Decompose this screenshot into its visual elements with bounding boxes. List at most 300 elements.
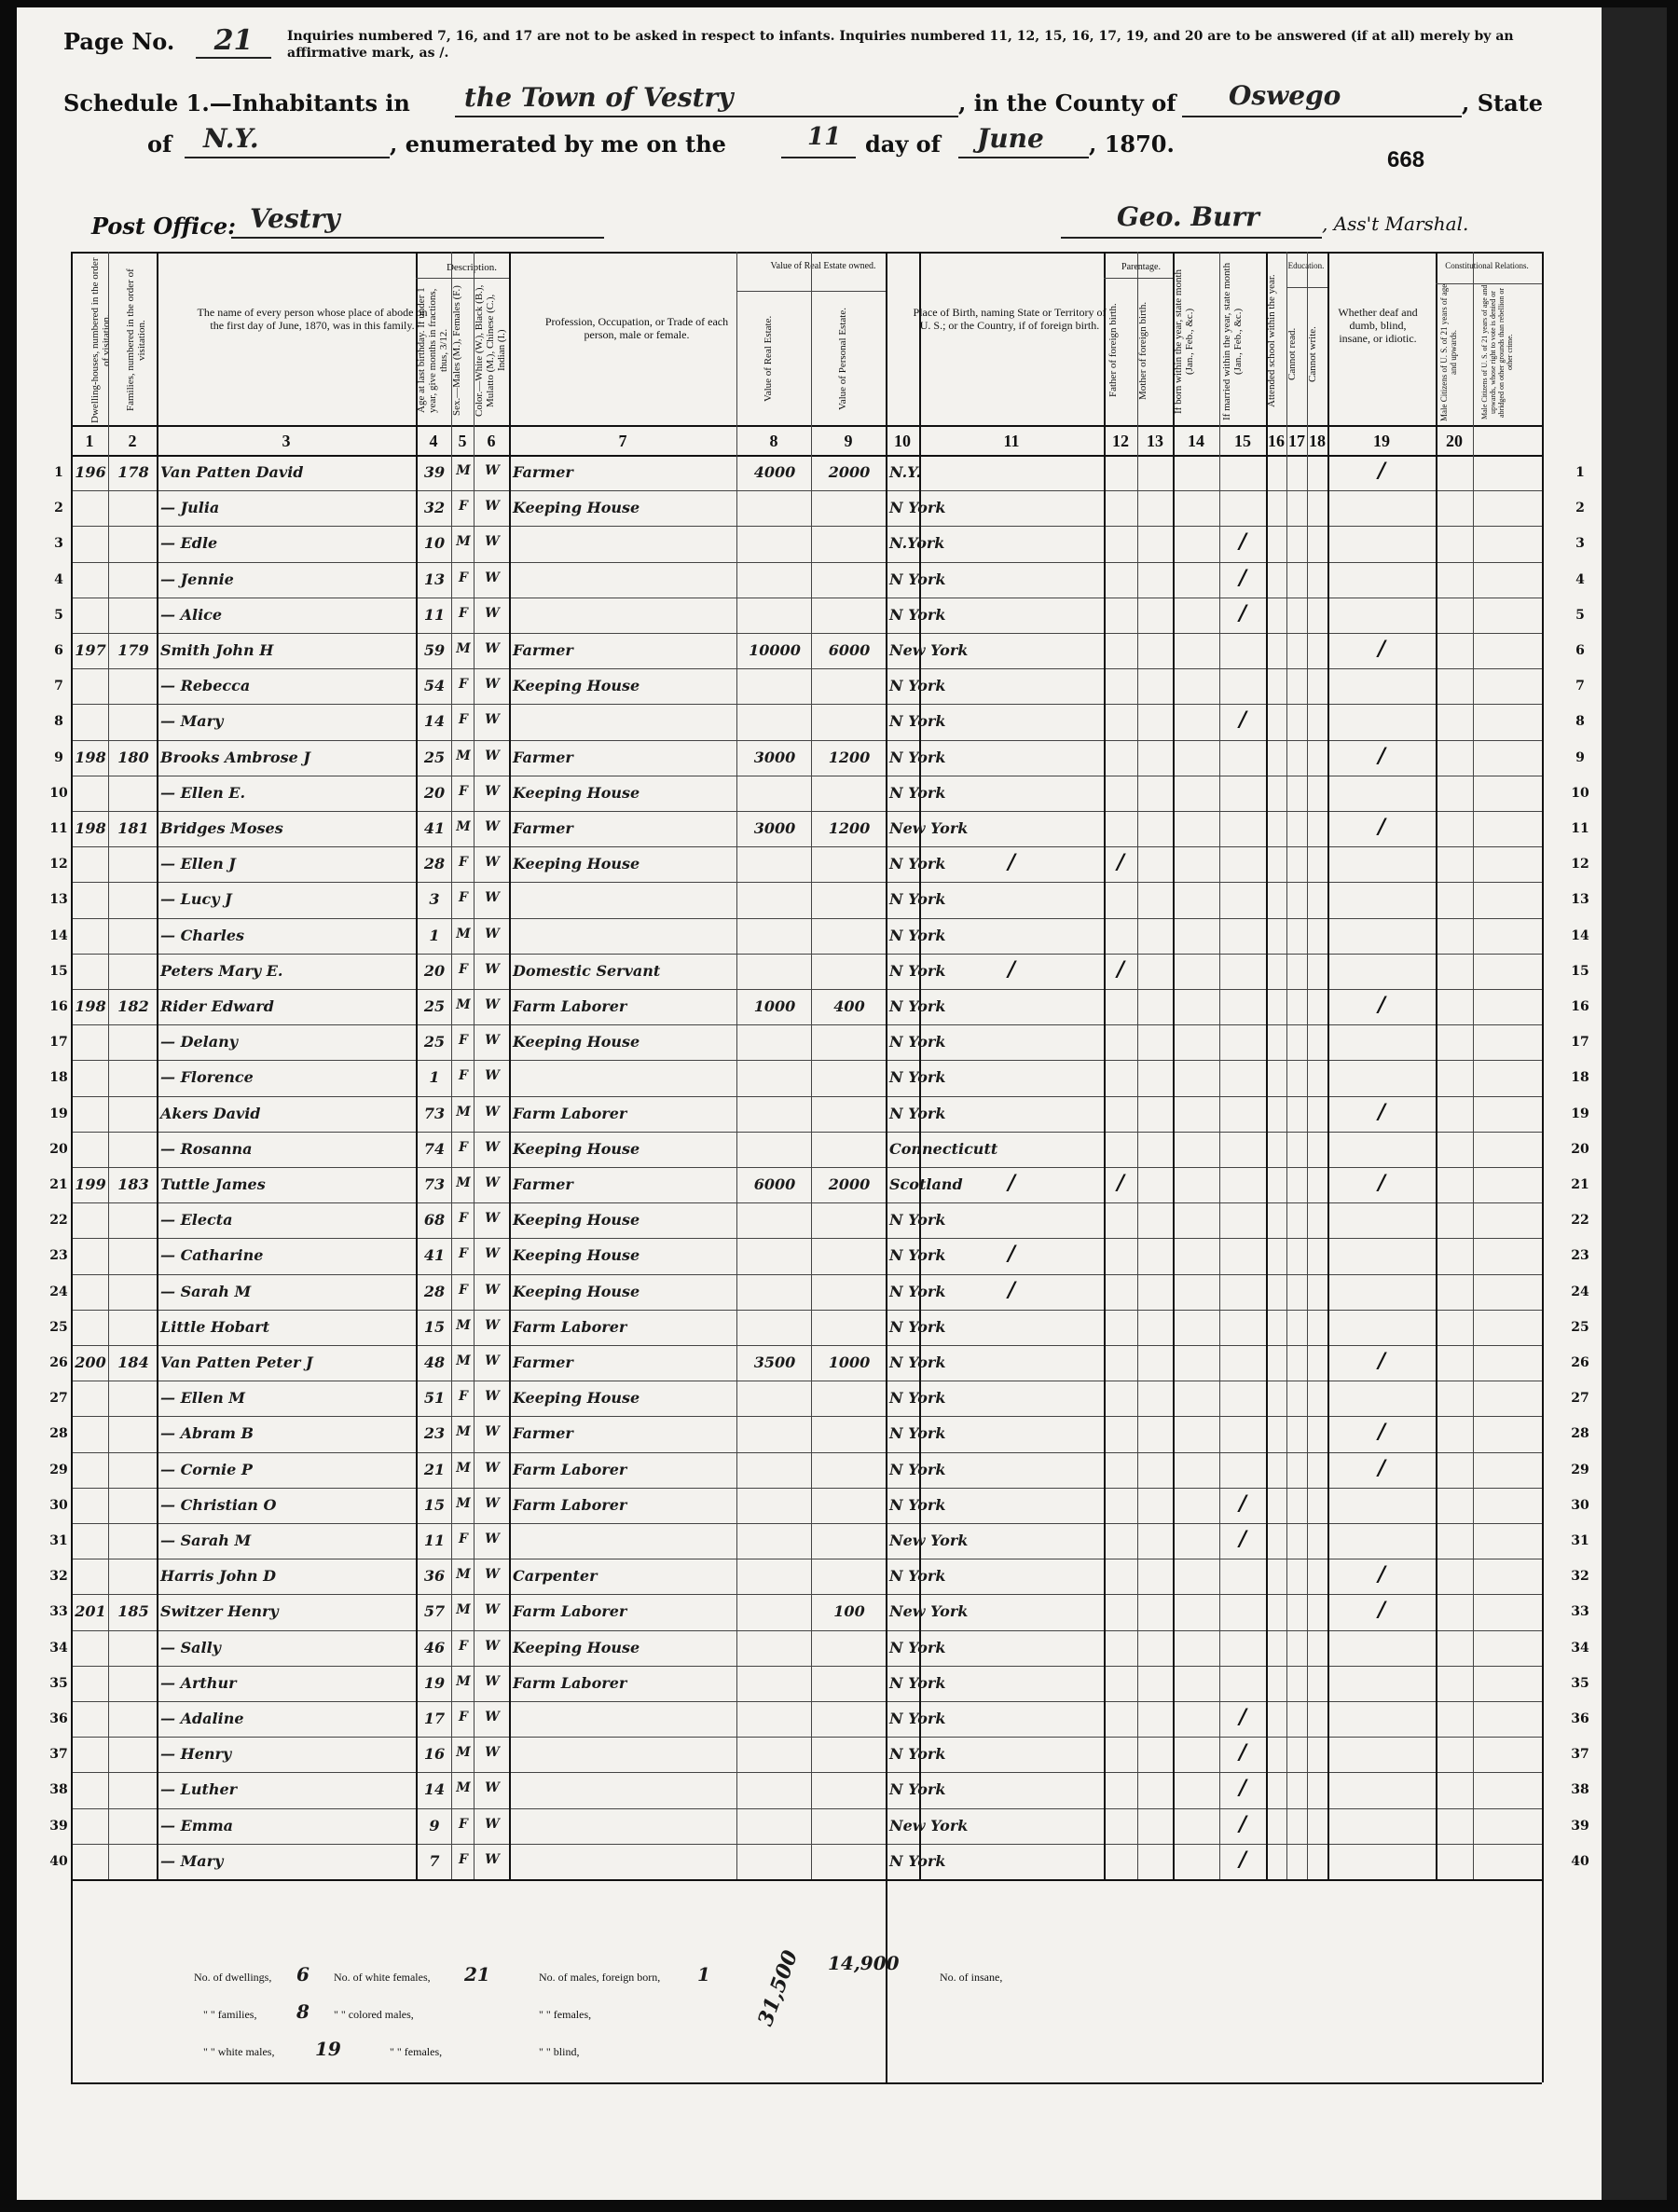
grid-hline	[71, 455, 1542, 457]
grid-vline	[157, 252, 158, 1879]
birthplace: New York	[889, 1532, 969, 1549]
occupation: Domestic Servant	[513, 961, 661, 980]
dwelling-number: 198	[75, 819, 106, 837]
color: W	[485, 1246, 500, 1262]
age: 17	[423, 1710, 446, 1727]
sex: M	[456, 1495, 471, 1511]
sex: F	[459, 499, 468, 515]
birthplace: Connecticutt	[889, 1139, 998, 1158]
row-number-left: 22	[49, 1213, 68, 1229]
month-underline	[958, 157, 1089, 158]
constitutional-header: Constitutional Relations.	[1445, 261, 1529, 270]
row-number-right: 32	[1571, 1569, 1589, 1585]
age: 59	[423, 641, 446, 659]
person-name: — Henry	[160, 1745, 232, 1764]
row-number-left: 8	[54, 714, 63, 730]
row-number-left: 36	[49, 1711, 68, 1726]
row-number-left: 21	[49, 1177, 68, 1192]
grid-vline	[509, 252, 511, 1879]
footer-colored-males-label: " " colored males,	[334, 2008, 414, 2021]
row-number-right: 37	[1571, 1747, 1589, 1763]
person-name: Tuttle James	[160, 1175, 266, 1193]
column-number: 17	[1288, 432, 1305, 450]
sex: M	[456, 1104, 471, 1120]
person-name: — Cornie P	[160, 1460, 253, 1478]
age: 46	[423, 1638, 446, 1656]
attended-school-mark: /	[1238, 708, 1247, 733]
color: W	[485, 1532, 500, 1546]
footer-families-label: " " families,	[203, 2008, 257, 2021]
color: W	[485, 819, 500, 834]
attended-school-mark: /	[1238, 1811, 1247, 1836]
col1-header: Dwelling-houses, numbered in the order of visitation.	[89, 257, 112, 423]
row-number-right: 9	[1575, 749, 1585, 765]
grid-hline	[71, 1416, 1542, 1417]
row-number-right: 31	[1571, 1533, 1589, 1548]
real-estate-value: 3000	[753, 819, 796, 837]
sex: F	[459, 1282, 468, 1298]
age: 68	[423, 1211, 446, 1230]
col17-header: Cannot write.	[1307, 326, 1318, 382]
row-number-left: 39	[49, 1818, 68, 1834]
age: 21	[423, 1460, 446, 1478]
person-name: Brooks Ambrose J	[160, 748, 310, 766]
occupation: Farmer	[513, 748, 573, 766]
row-number-left: 18	[49, 1070, 68, 1086]
post-office-name: Vestry	[250, 203, 340, 234]
marshal-name: Geo. Burr	[1117, 201, 1259, 232]
occupation: Farm Laborer	[513, 997, 627, 1015]
state-name: N.Y.	[203, 123, 259, 154]
footer-families: 8	[296, 2000, 309, 2023]
age: 74	[423, 1139, 446, 1158]
birthplace: N York	[889, 1673, 946, 1692]
age: 51	[423, 1389, 446, 1408]
row-number-left: 24	[49, 1284, 68, 1299]
page-edge-shadow	[1602, 7, 1667, 2200]
sex: F	[459, 1246, 468, 1262]
grid-hline	[71, 989, 1542, 990]
description-header: Description.	[446, 262, 498, 273]
sex: F	[459, 1389, 468, 1405]
age: 23	[423, 1424, 446, 1443]
person-name: — Rosanna	[160, 1139, 253, 1158]
color: W	[485, 534, 500, 550]
row-number-right: 34	[1571, 1640, 1589, 1656]
male-citizen-mark: /	[1377, 1420, 1386, 1445]
male-citizen-mark: /	[1377, 637, 1386, 661]
row-number-right: 35	[1571, 1675, 1589, 1691]
enumerated-label: , enumerated by me on the	[390, 131, 726, 158]
grid-hline	[71, 1167, 1542, 1168]
grid-vline	[451, 252, 452, 1879]
color: W	[485, 783, 500, 799]
birthplace: N York	[889, 1851, 946, 1870]
age: 54	[423, 677, 446, 695]
color: W	[485, 926, 500, 941]
column-number: 2	[128, 432, 137, 450]
person-name: — Christian O	[160, 1495, 277, 1514]
enum-month: June	[977, 123, 1044, 154]
col12-header: Mother of foreign birth.	[1137, 301, 1148, 400]
mother-foreign-mark: /	[1116, 956, 1125, 982]
sex: M	[456, 1673, 471, 1689]
column-number: 9	[844, 432, 853, 450]
row-number-right: 6	[1575, 643, 1585, 658]
dwelling-number: 198	[75, 997, 106, 1015]
column-number: 3	[282, 432, 291, 450]
column-number: 10	[894, 432, 911, 450]
sex: M	[456, 926, 471, 941]
row-number-right: 25	[1571, 1319, 1589, 1335]
row-number-right: 33	[1571, 1604, 1589, 1620]
sex: M	[456, 1567, 471, 1583]
column-number: 20	[1446, 432, 1463, 450]
sex: F	[459, 1710, 468, 1724]
row-number-right: 18	[1571, 1070, 1589, 1086]
age: 15	[423, 1495, 446, 1514]
grid-hline	[71, 811, 1542, 812]
row-number-left: 16	[49, 999, 68, 1014]
attended-school-mark: /	[1238, 1705, 1247, 1729]
age: 25	[423, 997, 446, 1015]
age: 25	[423, 748, 446, 766]
occupation: Keeping House	[513, 1139, 640, 1158]
grid-vline	[474, 252, 475, 1879]
footer-females2-label: " " females,	[390, 2045, 443, 2058]
value-group-header: Value of Real Estate owned.	[770, 261, 876, 271]
person-name: — Emma	[160, 1816, 233, 1834]
family-number: 179	[117, 641, 149, 659]
male-citizen-mark: /	[1377, 815, 1386, 839]
sex: M	[456, 1460, 471, 1476]
footer-total-real: 31,500	[753, 1946, 804, 2029]
footer-white-females: 21	[464, 1963, 490, 1985]
color: W	[485, 855, 500, 871]
color: W	[485, 997, 500, 1012]
grid-vline	[1286, 252, 1287, 1879]
row-number-right: 29	[1571, 1462, 1589, 1477]
row-number-left: 30	[49, 1497, 68, 1513]
color: W	[485, 463, 500, 478]
age: 39	[423, 463, 446, 481]
grid-vline	[416, 252, 418, 1879]
birthplace: N York	[889, 1211, 946, 1230]
father-foreign-mark: /	[1007, 1277, 1016, 1302]
grid-hline	[71, 1060, 1542, 1061]
personal-estate-value: 100	[833, 1602, 865, 1621]
birthplace: N.Y.	[889, 463, 922, 481]
color: W	[485, 1353, 500, 1368]
birthplace: New York	[889, 641, 969, 659]
column-number: 7	[618, 432, 627, 450]
occupation: Keeping House	[513, 1246, 640, 1265]
mother-foreign-mark: /	[1116, 1171, 1125, 1195]
person-name: — Sarah M	[160, 1282, 252, 1300]
row-number-left: 7	[54, 679, 63, 694]
color: W	[485, 1104, 500, 1120]
row-number-right: 36	[1571, 1711, 1589, 1726]
birthplace: N York	[889, 570, 946, 588]
occupation: Farm Laborer	[513, 1602, 627, 1621]
sex: M	[456, 819, 471, 834]
occupation: Carpenter	[513, 1567, 598, 1586]
occupation: Keeping House	[513, 677, 640, 695]
row-number-left: 4	[54, 571, 63, 587]
dwelling-number: 197	[75, 641, 106, 659]
age: 10	[423, 534, 446, 553]
birthplace: N York	[889, 499, 946, 517]
person-name: — Luther	[160, 1780, 238, 1799]
color: W	[485, 1211, 500, 1227]
personal-estate-value: 1200	[828, 748, 871, 766]
sex: F	[459, 712, 468, 728]
age: 41	[423, 1246, 446, 1265]
grid-hline	[71, 1274, 1542, 1275]
row-number-left: 31	[49, 1533, 68, 1548]
footer-white-males: 19	[315, 2038, 341, 2060]
person-name: Smith John H	[160, 641, 274, 659]
grid-hline	[71, 668, 1542, 669]
occupation: Farm Laborer	[513, 1495, 627, 1514]
attended-school-mark: /	[1238, 1740, 1247, 1765]
father-foreign-mark: /	[1007, 850, 1016, 875]
birthplace: New York	[889, 1816, 969, 1834]
row-number-left: 34	[49, 1640, 68, 1656]
sex: F	[459, 1139, 468, 1155]
sex: M	[456, 1424, 471, 1440]
row-number-right: 12	[1571, 857, 1589, 872]
age: 73	[423, 1104, 446, 1122]
county-label: , in the County of	[958, 89, 1176, 117]
grid-hline	[416, 278, 509, 279]
row-number-right: 17	[1571, 1035, 1589, 1051]
sex: F	[459, 1068, 468, 1084]
grid-hline	[71, 425, 1542, 427]
attended-school-mark: /	[1238, 1491, 1247, 1516]
column-number: 6	[487, 432, 496, 450]
row-number-left: 40	[49, 1853, 68, 1869]
grid-hline	[71, 1737, 1542, 1738]
row-number-left: 13	[49, 892, 68, 908]
grid-vline	[1436, 252, 1437, 1879]
occupation: Keeping House	[513, 499, 640, 517]
birthplace: New York	[889, 1602, 969, 1621]
age: 48	[423, 1353, 446, 1371]
enum-year: , 1870.	[1089, 131, 1175, 158]
occupation: Farmer	[513, 641, 573, 659]
footer-foreign-males: 1	[697, 1963, 710, 1985]
occupation: Keeping House	[513, 1033, 640, 1051]
occupation: Farmer	[513, 1424, 573, 1443]
birthplace: N York	[889, 783, 946, 802]
birthplace: N York	[889, 1033, 946, 1051]
male-citizen-mark: /	[1377, 993, 1386, 1017]
census-sheet	[17, 7, 1602, 2200]
person-name: — Ellen J	[160, 855, 236, 873]
grid-hline	[71, 954, 1542, 955]
grid-hline	[71, 1024, 1542, 1025]
birthplace: N York	[889, 1389, 946, 1408]
sex: F	[459, 605, 468, 621]
grid-hline	[71, 490, 1542, 491]
attended-school-mark: /	[1238, 600, 1247, 625]
person-name: Rider Edward	[160, 997, 274, 1015]
person-name: — Charles	[160, 926, 244, 944]
grid-vline	[1137, 252, 1138, 1879]
grid-hline	[71, 1523, 1542, 1524]
person-name: — Rebecca	[160, 677, 251, 695]
place-underline	[455, 116, 958, 117]
grid-hline	[71, 526, 1542, 527]
row-number-left: 11	[49, 821, 68, 836]
birthplace: N.York	[889, 534, 945, 553]
personal-estate-value: 6000	[828, 641, 871, 659]
color: W	[485, 1602, 500, 1618]
column-number: 14	[1188, 432, 1204, 450]
grid-hline	[71, 740, 1542, 741]
grid-hline	[71, 1630, 1542, 1631]
row-number-left: 29	[49, 1462, 68, 1477]
grid-vline	[886, 1879, 887, 2082]
grid-hline	[71, 1096, 1542, 1097]
person-name: Switzer Henry	[160, 1602, 279, 1621]
grid-vline	[1473, 252, 1474, 1879]
row-number-right: 21	[1571, 1177, 1589, 1192]
col10-header: Place of Birth, naming State or Territory of U. S.; or the Country, if of foreign birth.	[913, 306, 1107, 332]
person-name: Peters Mary E.	[160, 961, 283, 980]
footer-foreign-males-label: No. of males, foreign born,	[539, 1971, 661, 1984]
birthplace: N York	[889, 1353, 946, 1371]
age: 57	[423, 1602, 446, 1621]
color: W	[485, 1851, 500, 1867]
column-number: 15	[1234, 432, 1251, 450]
grid-hline	[71, 1701, 1542, 1702]
row-number-right: 22	[1571, 1213, 1589, 1229]
person-name: — Sarah M	[160, 1532, 252, 1549]
person-name: — Electa	[160, 1211, 233, 1230]
occupation: Keeping House	[513, 1282, 640, 1300]
footer-total-personal: 14,900	[828, 1952, 900, 1974]
col5-header: Sex.—Males (M.), Females (F.)	[451, 285, 462, 416]
column-number: 16	[1268, 432, 1285, 450]
footer-insane-label: No. of insane,	[940, 1971, 1003, 1984]
birthplace: N York	[889, 677, 946, 695]
age: 28	[423, 1282, 446, 1300]
attended-school-mark: /	[1238, 1847, 1247, 1872]
occupation: Keeping House	[513, 783, 640, 802]
color: W	[485, 1816, 500, 1832]
birthplace: N York	[889, 748, 946, 766]
col19-header: Male Citizens of U. S. of 21 years of age and upwards.	[1439, 283, 1458, 421]
row-number-right: 11	[1571, 821, 1589, 836]
age: 32	[423, 499, 446, 517]
age: 1	[429, 926, 440, 944]
row-number-right: 23	[1571, 1248, 1589, 1264]
age: 14	[423, 712, 446, 731]
row-number-right: 27	[1571, 1391, 1589, 1407]
grid-hline	[71, 2082, 1542, 2084]
sex: F	[459, 1211, 468, 1227]
grid-vline	[1542, 1879, 1544, 2082]
row-number-left: 23	[49, 1248, 68, 1264]
occupation: Farm Laborer	[513, 1104, 627, 1122]
grid-vline	[1266, 252, 1268, 1879]
color: W	[485, 1710, 500, 1724]
dwelling-number: 196	[75, 463, 106, 481]
family-number: 183	[117, 1175, 149, 1193]
birthplace: N York	[889, 855, 946, 873]
row-number-left: 38	[49, 1782, 68, 1798]
attended-school-mark: /	[1238, 529, 1247, 555]
birthplace: N York	[889, 1068, 946, 1087]
person-name: — Sally	[160, 1638, 221, 1656]
grid-vline	[1104, 252, 1106, 1879]
row-number-right: 19	[1571, 1106, 1589, 1121]
attended-school-mark: /	[1238, 1527, 1247, 1551]
day-of-label: day of	[865, 131, 941, 158]
grid-hline	[71, 1238, 1542, 1239]
grid-hline	[736, 291, 886, 292]
person-name: — Arthur	[160, 1673, 237, 1692]
row-number-left: 17	[49, 1035, 68, 1051]
post-office-label: Post Office:	[91, 213, 236, 240]
state-underline	[185, 157, 390, 158]
person-name: Akers David	[160, 1104, 261, 1122]
sex: F	[459, 570, 468, 585]
person-name: — Lucy J	[160, 890, 232, 909]
sex: F	[459, 855, 468, 871]
row-number-left: 27	[49, 1391, 68, 1407]
marshal-label: , Ass't Marshal.	[1322, 213, 1469, 235]
color: W	[485, 1673, 500, 1689]
color: W	[485, 499, 500, 515]
sex: M	[456, 1780, 471, 1796]
color: W	[485, 1389, 500, 1405]
grid-hline	[71, 1345, 1542, 1346]
sex: M	[456, 1175, 471, 1190]
personal-estate-value: 400	[833, 997, 865, 1015]
birthplace: N York	[889, 1282, 946, 1300]
person-name: — Ellen M	[160, 1389, 246, 1408]
birthplace: N York	[889, 1424, 946, 1443]
grid-hline	[71, 1772, 1542, 1773]
grid-vline	[1219, 252, 1220, 1879]
col11-header: Father of foreign birth.	[1107, 303, 1119, 398]
grid-hline	[71, 1666, 1542, 1667]
person-name: — Alice	[160, 605, 223, 624]
row-number-right: 16	[1571, 999, 1589, 1014]
row-number-right: 28	[1571, 1426, 1589, 1442]
age: 20	[423, 783, 446, 802]
occupation: Farmer	[513, 819, 573, 837]
col16-header: Cannot read.	[1286, 327, 1298, 381]
male-citizen-mark: /	[1377, 1171, 1386, 1195]
row-number-right: 20	[1571, 1141, 1589, 1157]
grid-vline	[1327, 252, 1329, 1879]
color: W	[485, 570, 500, 585]
column-number: 11	[1003, 432, 1020, 450]
row-number-right: 13	[1571, 892, 1589, 908]
dwelling-number: 201	[75, 1602, 106, 1621]
male-citizen-mark: /	[1377, 459, 1386, 483]
col8-header: Value of Real Estate.	[763, 315, 774, 403]
sex: M	[456, 463, 471, 478]
person-name: — Mary	[160, 1851, 224, 1870]
person-name: — Ellen E.	[160, 783, 246, 802]
person-name: — Abram B	[160, 1424, 254, 1443]
dwelling-number: 199	[75, 1175, 106, 1193]
